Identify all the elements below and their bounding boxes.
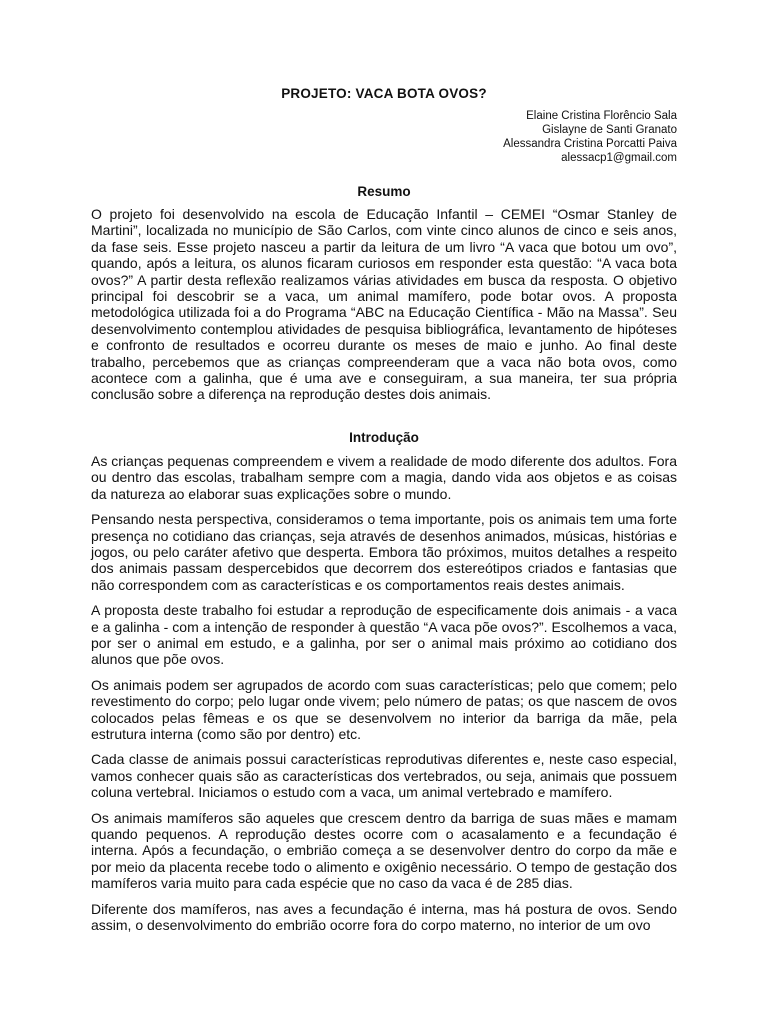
document-title: PROJETO: VACA BOTA OVOS? <box>281 86 487 101</box>
document-page <box>91 80 677 942</box>
author-name: Gislayne de Santi Granato <box>542 124 677 136</box>
introduction-heading: Introdução <box>349 429 419 445</box>
intro-paragraph: Pensando nesta perspectiva, consideramos o tema importante, pois os animais tem uma forte presença no cotidiano das crianças, seja através de desenhos animados, músicas, histórias e jogos, ou pelo caráter afetivo que desperta. Embora tão próximos, muitos detalhes a respeito dos animais passam despercebidos que decorrem dos estereótipos criados e fantasias que não correspondem com as características e os comportamentos reais destes animais. <box>91 511 677 593</box>
author-email: alessacp1@gmail.com <box>561 152 677 164</box>
abstract-paragraph: O projeto foi desenvolvido na escola de Educação Infantil – CEMEI “Osmar Stanley de Martini”, localizada no município de São Carlos, com vinte cinco alunos de cinco e seis anos, da fase seis. Esse projeto nasceu a partir da leitura de um livro “A vaca que botou um ovo”, quando, após a leitura, os alunos ficaram curiosos em responder esta questão: “A vaca bota ovos?” A partir desta reflexão realizamos várias atividades em busca da resposta. O objetivo principal foi descobrir se a vaca, um animal mamífero, pode botar ovos. A proposta metodológica utilizada foi a do Programa “ABC na Educação Científica - Mão na Massa”. Seu desenvolvimento contemplou atividades de pesquisa bibliográfica, levantamento de hipóteses e confronto de resultados e ocorreu durante os meses de maio e junho. Ao final deste trabalho, percebemos que as crianças compreenderam que a vaca não bota ovos, como acontece com a galinha, que é uma ave e conseguiram, a sua maneira, ter sua própria conclusão sobre a diferença na reprodução destes dois animais. <box>91 206 677 403</box>
author-name: Alessandra Cristina Porcatti Paiva <box>503 138 677 150</box>
intro-paragraph: Diferente dos mamíferos, nas aves a fecundação é interna, mas há postura de ovos. Sendo assim, o desenvolvimento do embrião ocorre fora do corpo materno, no interior de um ovo <box>91 900 677 934</box>
intro-paragraph: Cada classe de animais possui características reprodutivas diferentes e, neste caso especial, vamos conhecer quais são as características dos vertebrados, ou seja, animais que possuem coluna vertebral. Iniciamos o estudo com a vaca, um animal vertebrado e mamífero. <box>91 751 677 801</box>
abstract-heading: Resumo <box>357 184 411 199</box>
intro-paragraph: Os animais mamíferos são aqueles que crescem dentro da barriga de suas mães e mamam quando pequenos. A reprodução destes ocorre com o acasalamento e a fecundação é interna. Após a fecundação, o embrião começa a se desenvolver dentro do corpo da mãe e por meio da placenta recebe todo o alimento e oxigênio necessário. O tempo de gestação dos mamíferos varia muito para cada espécie que no caso da vaca é de 285 dias. <box>91 809 677 892</box>
abstract-section <box>91 206 677 403</box>
introduction-section <box>91 453 677 934</box>
intro-paragraph: A proposta deste trabalho foi estudar a reprodução de especificamente dois animais - a vaca e a galinha - com a intenção de responder à questão “A vaca põe ovos?”. Escolhemos a vaca, por ser o animal em estudo, e a galinha, por ser o animal mais próximo ao cotidiano dos alunos que põe ovos. <box>91 602 677 668</box>
intro-paragraph: Os animais podem ser agrupados de acordo com suas características; pelo que comem; pelo revestimento do corpo; pelo lugar onde vivem; pelo número de patas; os que nascem de ovos colocados pelas fêmeas e os que se desenvolvem no interior da barriga da mãe, pela estrutura interna (como são por dentro) etc. <box>91 676 677 742</box>
author-block <box>91 109 677 165</box>
intro-paragraph: As crianças pequenas compreendem e vivem a realidade de modo diferente dos adultos. Fora ou dentro das escolas, trabalham sempre com a magia, dando vida aos objetos e as coisas da natureza ao elaborar suas explicações sobre o mundo. <box>91 452 677 502</box>
author-name: Elaine Cristina Florêncio Sala <box>526 110 677 122</box>
